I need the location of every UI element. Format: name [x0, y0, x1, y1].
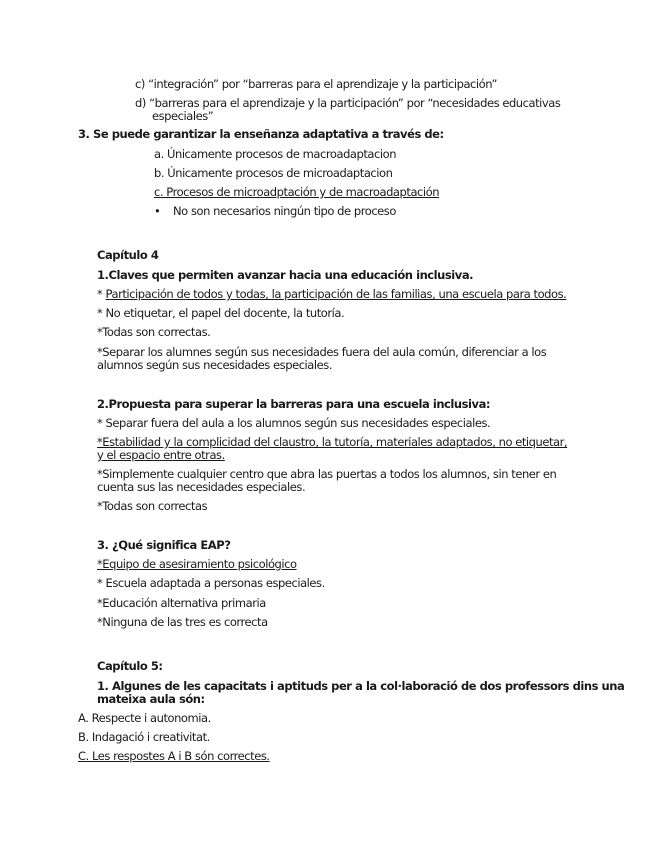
- bullet-icon: •: [154, 204, 161, 218]
- ch4-q3-title: 3. ¿Qué significa EAP?: [97, 538, 231, 552]
- option-d-previous-question-line1: d) “barreras para el aprendizaje y la participación” por “necesidades educativas: [135, 96, 561, 110]
- ch4-q2-option-2-line1-correct: *Estabilidad y la complicidad del claustro, la tutoría, materiales adaptados, no etiquetar,: [97, 435, 568, 449]
- ch5-q1-option-c-correct: C. Les respostes A i B són correctes.: [78, 749, 270, 763]
- ch4-q1-option-4-line2: alumnos según sus necesidades especiales.: [97, 358, 333, 372]
- ch5-q1-option-a: A. Respecte i autonomia.: [78, 711, 211, 725]
- ch4-q1-option-1-prefix: *: [97, 287, 106, 301]
- ch4-q1-option-4-line1: *Separar los alumnes según sus necesidades fuera del aula común, diferenciar a los: [97, 345, 547, 359]
- bullet-option-d: [154, 204, 160, 218]
- ch4-q2-option-3-line1: *Simplemente cualquier centro que abra las puertas a todos los alumnos, sin tener en: [97, 467, 557, 481]
- ch4-q2-option-2-line2-correct: y el espacio entre otras.: [97, 448, 225, 462]
- ch4-q1-option-2: * No etiquetar, el papel del docente, la tutoría.: [97, 306, 345, 320]
- question-3-option-b: b. Únicamente procesos de microadaptacion: [154, 166, 393, 180]
- ch5-q1-title-line1: 1. Algunes de les capacitats i aptituds per a la col·laboració de dos professors dins una: [97, 679, 625, 693]
- chapter-4-heading: Capítulo 4: [97, 248, 159, 262]
- option-c-previous-question: c) “integración” por “barreras para el aprendizaje y la participación”: [135, 77, 497, 91]
- ch5-q1-title-line2: mateixa aula són:: [97, 692, 205, 706]
- ch4-q1-title: 1.Claves que permiten avanzar hacia una educación inclusiva.: [97, 268, 474, 282]
- ch4-q1-option-3: *Todas son correctas.: [97, 325, 211, 339]
- ch4-q2-option-4: *Todas son correctas: [97, 499, 208, 513]
- ch4-q3-option-1-correct: *Equipo de asesiramiento psicológico: [97, 557, 297, 571]
- ch4-q1-option-1-correct: [97, 287, 566, 301]
- ch4-q3-option-3: *Educación alternativa primaria: [97, 596, 266, 610]
- ch4-q3-option-2: * Escuela adaptada a personas especiales.: [97, 576, 325, 590]
- question-3-option-c-correct: c. Procesos de microadptación y de macroadaptación: [154, 185, 440, 199]
- question-3-option-a: a. Únicamente procesos de macroadaptacion: [154, 147, 397, 161]
- ch5-q1-option-b: B. Indagació i creativitat.: [78, 730, 210, 744]
- option-d-previous-question-line2: especiales”: [152, 109, 214, 123]
- ch4-q2-option-3-line2: cuenta sus las necesidades especiales.: [97, 480, 306, 494]
- question-3-title: 3. Se puede garantizar la enseñanza adaptativa a través de:: [78, 127, 444, 141]
- ch4-q1-option-1-text: Participación de todos y todas, la participación de las familias, una escuela para todos.: [105, 287, 567, 301]
- ch4-q2-title: 2.Propuesta para superar la barreras para una escuela inclusiva:: [97, 397, 491, 411]
- question-3-option-d: No son necesarios ningún tipo de proceso: [173, 204, 396, 218]
- chapter-5-heading: Capítulo 5:: [97, 659, 163, 673]
- ch4-q3-option-4: *Ninguna de las tres es correcta: [97, 615, 268, 629]
- ch4-q2-option-1: * Separar fuera del aula a los alumnos según sus necesidades especiales.: [97, 416, 491, 430]
